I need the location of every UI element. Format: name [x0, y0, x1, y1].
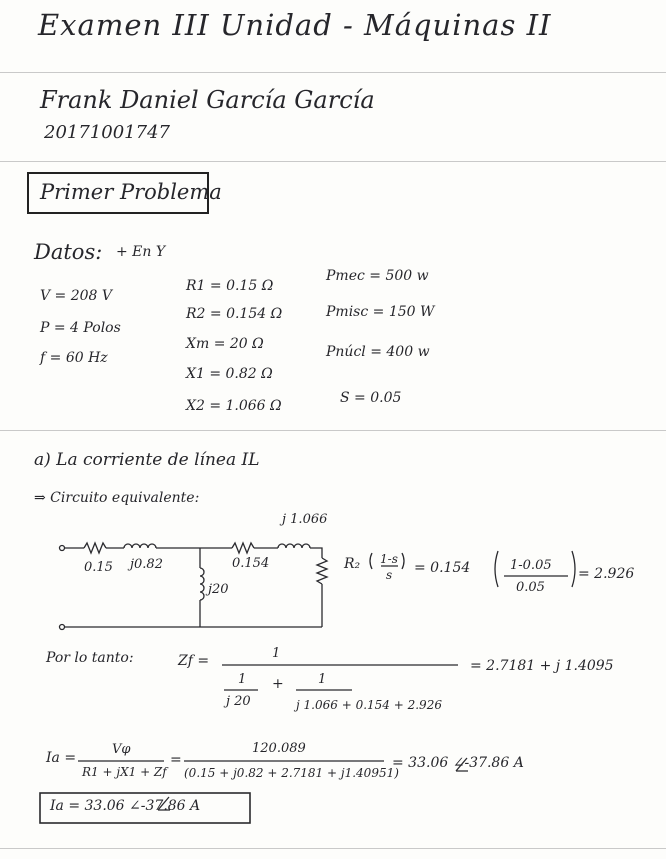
load-eq: = 0.154	[414, 560, 471, 576]
zf-term1-den: j 20	[226, 694, 251, 709]
datos-note: + En Y	[116, 244, 166, 260]
load-frac2-den: 0.05	[516, 580, 545, 595]
ia-boxed-answer: Ia = 33.06 ∠-37.86 A	[50, 798, 201, 814]
given-pmec: Pmec = 500 w	[326, 268, 429, 284]
load-expression: R₂	[344, 556, 361, 572]
given-slip: S = 0.05	[340, 390, 402, 406]
ia-eq: =	[170, 752, 182, 768]
part-a-heading: a) La corriente de línea IL	[34, 450, 260, 470]
given-r2: R2 = 0.154 Ω	[186, 306, 283, 322]
given-r1: R1 = 0.15 Ω	[186, 278, 274, 294]
given-voltage: V = 208 V	[40, 288, 113, 304]
ia-lhs-num: Vφ	[112, 742, 131, 757]
datos-label: Datos:	[34, 240, 103, 264]
zf-term2-den: j 1.066 + 0.154 + 2.926	[296, 698, 442, 712]
zf-term1-num: 1	[238, 672, 247, 687]
given-x1: X1 = 0.82 Ω	[186, 366, 273, 382]
ia-lhs: Ia =	[46, 750, 77, 766]
author-name: Frank Daniel García García	[40, 86, 375, 114]
zf-numerator: 1	[272, 646, 281, 661]
zf-term2-num: 1	[318, 672, 327, 687]
page-title: Examen III Unidad - Máquinas II	[38, 8, 552, 42]
given-frequency: f = 60 Hz	[40, 350, 108, 366]
circuit-r2-label: 0.154	[232, 556, 270, 571]
section-heading: Primer Problema	[40, 180, 222, 204]
student-id: 20171001747	[44, 122, 170, 143]
given-pnucl: Pnúcl = 400 w	[326, 344, 430, 360]
ia-lhs-den: R1 + jX1 + Zf	[82, 765, 167, 779]
circuit-x2-label: j 1.066	[282, 512, 328, 527]
load-frac-den: s	[386, 568, 393, 582]
circuit-xm-label: j20	[208, 582, 229, 597]
por-lo-tanto: Por lo tanto:	[46, 650, 134, 666]
zf-lhs: Zf =	[178, 653, 210, 669]
given-x2: X2 = 1.066 Ω	[186, 398, 282, 414]
ia-result: = 33.06 ∠-37.86 A	[392, 755, 524, 771]
load-frac2-num: 1-0.05	[510, 558, 552, 573]
given-pmisc: Pmisc = 150 W	[326, 304, 435, 320]
circuit-label: ⇒ Circuito equivalente:	[34, 490, 200, 506]
circuit-r1-label: 0.15	[84, 560, 113, 575]
given-poles: P = 4 Polos	[40, 320, 121, 336]
given-xm: Xm = 20 Ω	[186, 336, 264, 352]
ia-den: (0.15 + j0.82 + 2.7181 + j1.40951)	[184, 766, 399, 780]
load-result: = 2.926	[578, 566, 635, 582]
circuit-x1-label: j0.82	[130, 557, 163, 572]
load-frac-num: 1-s	[380, 552, 398, 566]
zf-plus: +	[272, 676, 284, 692]
zf-result: = 2.7181 + j 1.4095	[470, 658, 614, 674]
ia-num: 120.089	[252, 741, 306, 756]
